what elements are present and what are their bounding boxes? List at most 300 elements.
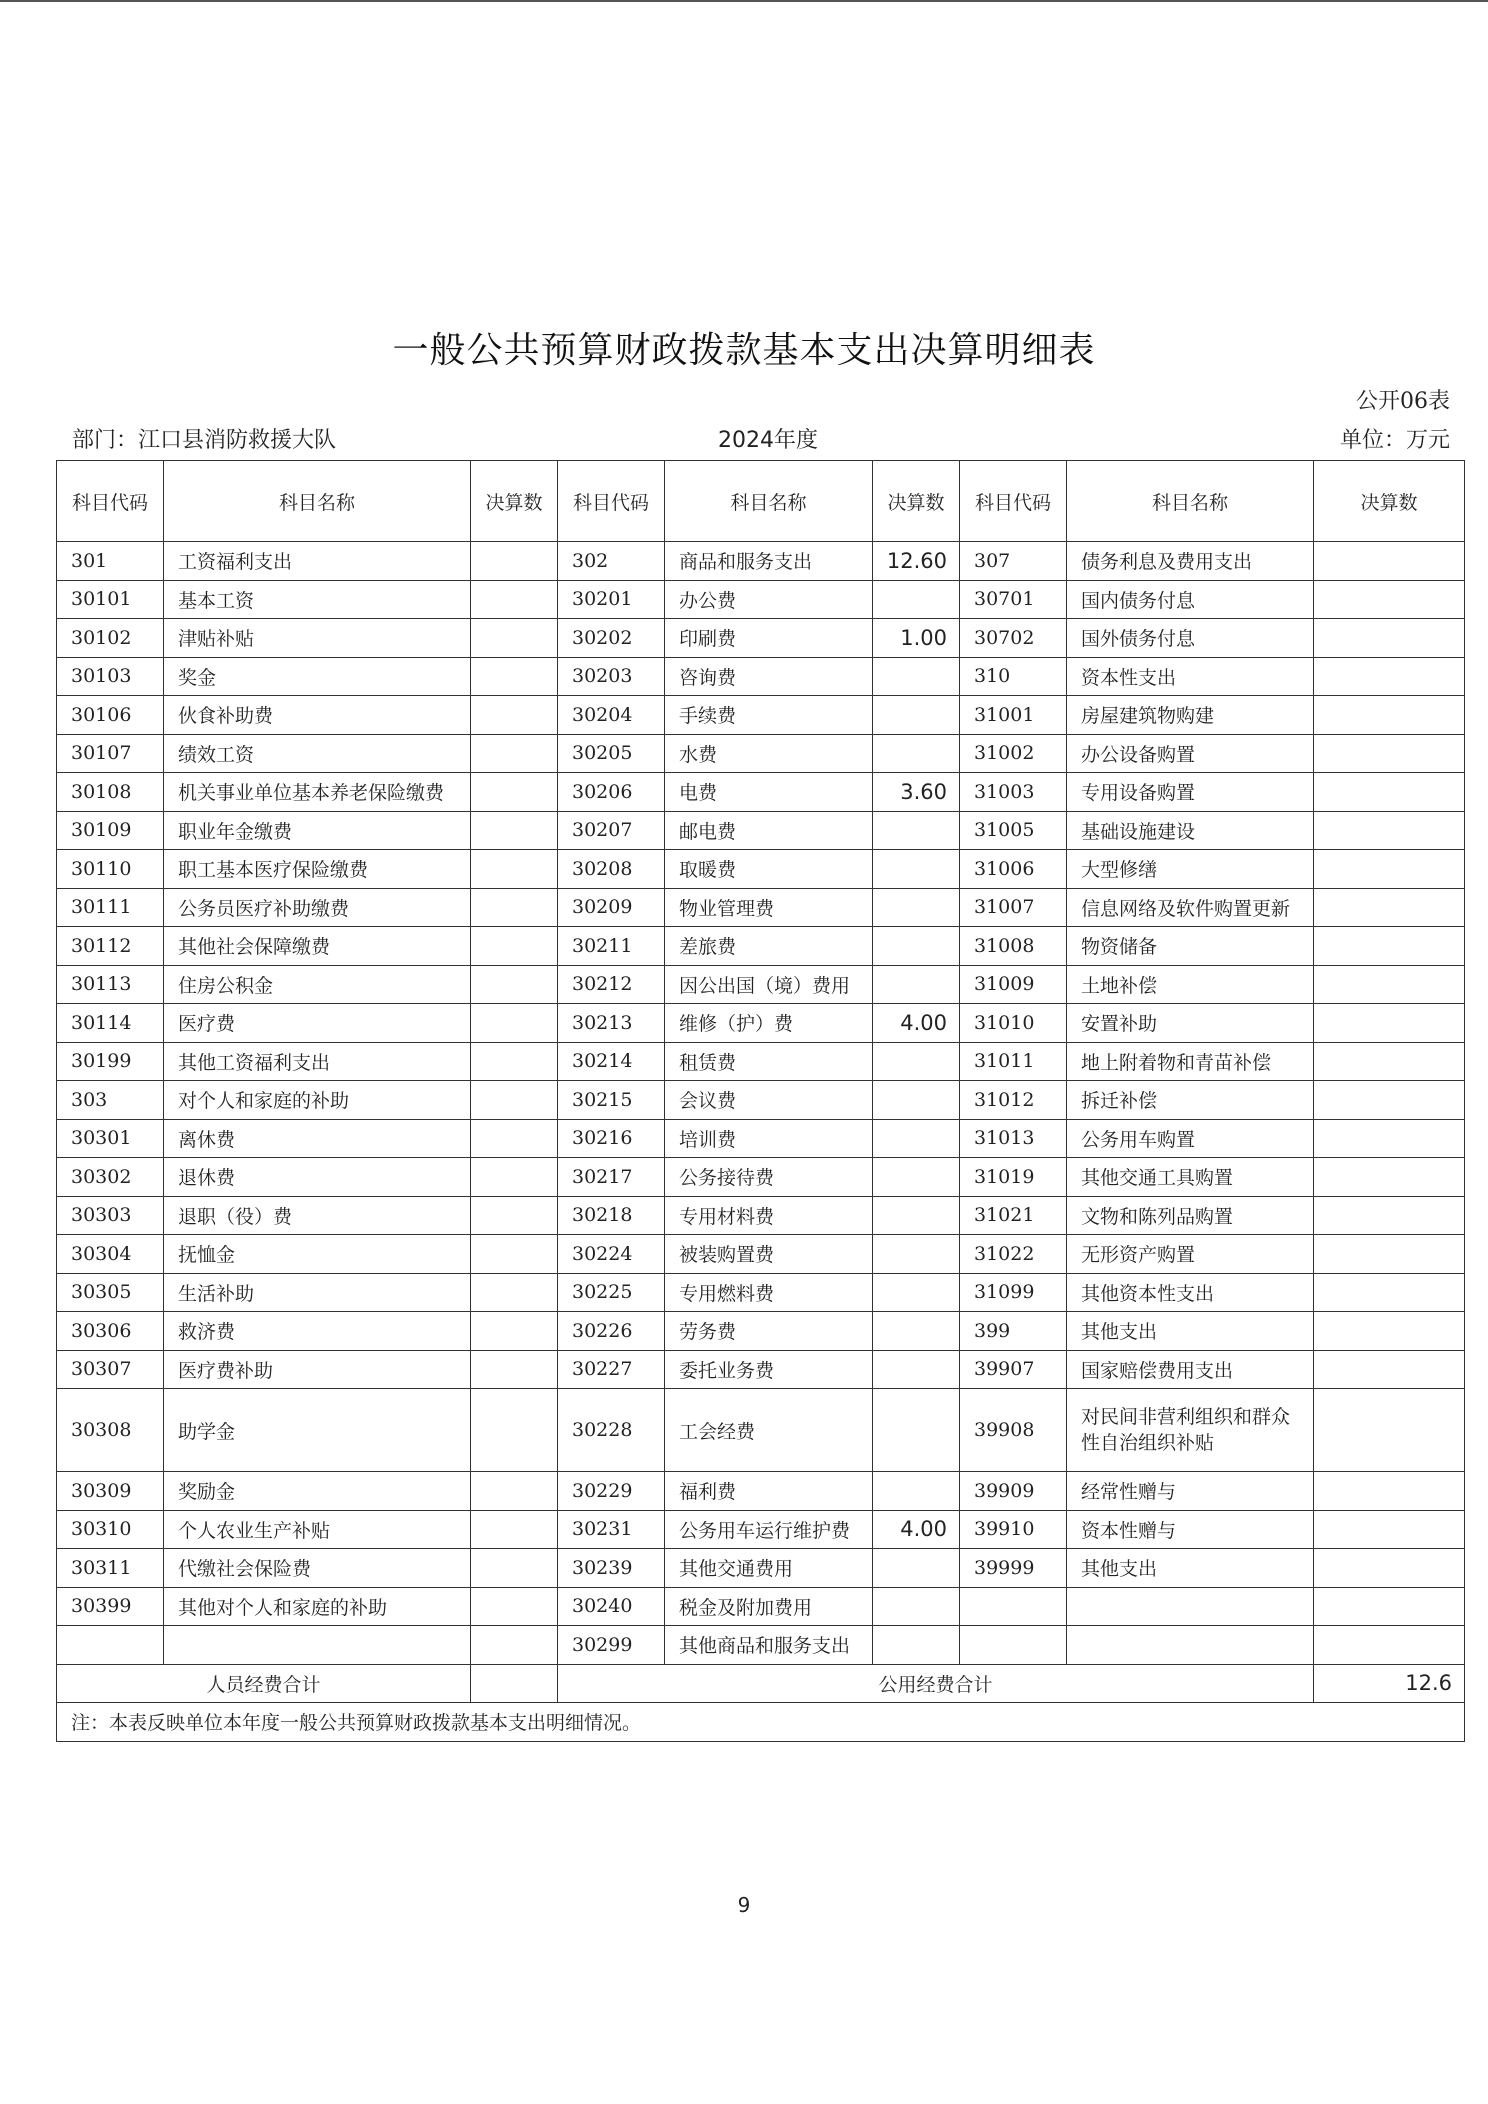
code-cell: 30701 xyxy=(960,580,1067,619)
header-cell: 科目名称 xyxy=(1067,461,1314,542)
amount-cell xyxy=(873,850,960,889)
code-cell: 30303 xyxy=(57,1196,164,1235)
name-cell: 取暖费 xyxy=(665,850,873,889)
code-cell: 30227 xyxy=(558,1350,665,1389)
amount-cell xyxy=(873,1350,960,1389)
name-cell: 房屋建筑物购建 xyxy=(1067,696,1314,735)
name-cell: 信息网络及软件购置更新 xyxy=(1067,888,1314,927)
code-cell: 30214 xyxy=(558,1042,665,1081)
amount-cell xyxy=(1314,580,1465,619)
table-row xyxy=(57,773,1465,812)
table-row xyxy=(57,811,1465,850)
name-cell: 商品和服务支出 xyxy=(665,542,873,581)
code-cell: 31012 xyxy=(960,1081,1067,1120)
amount-cell xyxy=(1314,1389,1465,1472)
table-row xyxy=(57,619,1465,658)
name-cell xyxy=(1067,1626,1314,1665)
amount-cell xyxy=(471,1350,558,1389)
name-cell: 生活补助 xyxy=(164,1273,471,1312)
amount-cell xyxy=(873,1626,960,1665)
header-cell: 科目代码 xyxy=(57,461,164,542)
amount-cell xyxy=(1314,1312,1465,1351)
table-header-row xyxy=(57,461,1465,542)
code-cell: 30208 xyxy=(558,850,665,889)
fiscal-year: 2024年度 xyxy=(718,428,818,453)
amount-cell xyxy=(471,1196,558,1235)
code-cell: 30308 xyxy=(57,1389,164,1472)
code-cell: 30107 xyxy=(57,734,164,773)
table-row xyxy=(57,1119,1465,1158)
name-cell: 其他资本性支出 xyxy=(1067,1273,1314,1312)
amount-cell xyxy=(471,580,558,619)
amount-cell xyxy=(471,927,558,966)
name-cell: 专用燃料费 xyxy=(665,1273,873,1312)
name-cell: 劳务费 xyxy=(665,1312,873,1351)
name-cell: 工资福利支出 xyxy=(164,542,471,581)
name-cell: 医疗费补助 xyxy=(164,1350,471,1389)
header-cell: 科目名称 xyxy=(665,461,873,542)
code-cell: 30226 xyxy=(558,1312,665,1351)
name-cell: 工会经费 xyxy=(665,1389,873,1472)
code-cell: 31006 xyxy=(960,850,1067,889)
amount-cell xyxy=(471,734,558,773)
code-cell: 30306 xyxy=(57,1312,164,1351)
table-row xyxy=(57,1510,1465,1549)
table-row xyxy=(57,1273,1465,1312)
table-row xyxy=(57,580,1465,619)
header-cell: 科目代码 xyxy=(558,461,665,542)
name-cell: 税金及附加费用 xyxy=(665,1587,873,1626)
amount-cell xyxy=(471,1273,558,1312)
code-cell: 30229 xyxy=(558,1472,665,1511)
amount-cell xyxy=(1314,1196,1465,1235)
amount-cell xyxy=(873,734,960,773)
amount-cell xyxy=(1314,773,1465,812)
amount-cell xyxy=(471,1042,558,1081)
department-label: 部门：江口县消防救援大队 xyxy=(72,428,337,453)
code-cell: 30102 xyxy=(57,619,164,658)
code-cell: 30201 xyxy=(558,580,665,619)
code-cell xyxy=(960,1626,1067,1665)
table-row xyxy=(57,965,1465,1004)
amount-cell xyxy=(873,1549,960,1588)
totals-row xyxy=(57,1664,1465,1703)
name-cell: 国家赔偿费用支出 xyxy=(1067,1350,1314,1389)
code-cell: 30108 xyxy=(57,773,164,812)
name-cell: 其他工资福利支出 xyxy=(164,1042,471,1081)
code-cell: 31010 xyxy=(960,1004,1067,1043)
code-cell: 30304 xyxy=(57,1235,164,1274)
amount-cell xyxy=(471,773,558,812)
amount-cell xyxy=(1314,811,1465,850)
page-number: 9 xyxy=(737,1893,751,1917)
amount-cell xyxy=(471,888,558,927)
name-cell: 伙食补助费 xyxy=(164,696,471,735)
amount-cell xyxy=(471,850,558,889)
table-row xyxy=(57,1350,1465,1389)
amount-cell xyxy=(873,811,960,850)
amount-cell xyxy=(471,811,558,850)
amount-cell xyxy=(873,1587,960,1626)
name-cell: 救济费 xyxy=(164,1312,471,1351)
name-cell: 办公费 xyxy=(665,580,873,619)
name-cell xyxy=(1067,1587,1314,1626)
code-cell: 31022 xyxy=(960,1235,1067,1274)
name-cell: 奖励金 xyxy=(164,1472,471,1511)
amount-cell xyxy=(1314,1004,1465,1043)
amount-cell: 3.60 xyxy=(873,773,960,812)
amount-cell xyxy=(471,1510,558,1549)
code-cell: 30311 xyxy=(57,1549,164,1588)
code-cell: 30206 xyxy=(558,773,665,812)
code-cell: 31003 xyxy=(960,773,1067,812)
name-cell: 物资储备 xyxy=(1067,927,1314,966)
name-cell: 其他支出 xyxy=(1067,1549,1314,1588)
code-cell: 30399 xyxy=(57,1587,164,1626)
amount-cell xyxy=(471,1119,558,1158)
header-cell: 决算数 xyxy=(873,461,960,542)
public-total-label: 公用经费合计 xyxy=(558,1664,1314,1703)
table-row xyxy=(57,1549,1465,1588)
table-row xyxy=(57,734,1465,773)
name-cell: 其他交通工具购置 xyxy=(1067,1158,1314,1197)
amount-cell: 1.00 xyxy=(873,619,960,658)
table-row xyxy=(57,850,1465,889)
code-cell: 30231 xyxy=(558,1510,665,1549)
table-row xyxy=(57,696,1465,735)
amount-cell xyxy=(873,888,960,927)
code-cell: 30101 xyxy=(57,580,164,619)
code-cell: 30218 xyxy=(558,1196,665,1235)
code-cell: 30224 xyxy=(558,1235,665,1274)
table-row xyxy=(57,1626,1465,1665)
code-cell: 31008 xyxy=(960,927,1067,966)
amount-cell xyxy=(1314,927,1465,966)
name-cell: 机关事业单位基本养老保险缴费 xyxy=(164,773,471,812)
code-cell: 31019 xyxy=(960,1158,1067,1197)
code-cell: 31005 xyxy=(960,811,1067,850)
code-cell: 301 xyxy=(57,542,164,581)
code-cell: 30113 xyxy=(57,965,164,1004)
code-cell: 30302 xyxy=(57,1158,164,1197)
name-cell: 土地补偿 xyxy=(1067,965,1314,1004)
amount-cell xyxy=(873,1273,960,1312)
name-cell: 公务用车运行维护费 xyxy=(665,1510,873,1549)
name-cell: 债务利息及费用支出 xyxy=(1067,542,1314,581)
name-cell: 会议费 xyxy=(665,1081,873,1120)
code-cell: 31007 xyxy=(960,888,1067,927)
name-cell: 水费 xyxy=(665,734,873,773)
amount-cell xyxy=(471,1004,558,1043)
amount-cell xyxy=(1314,888,1465,927)
name-cell: 专用材料费 xyxy=(665,1196,873,1235)
code-cell: 30215 xyxy=(558,1081,665,1120)
code-cell: 30702 xyxy=(960,619,1067,658)
amount-cell xyxy=(1314,734,1465,773)
code-cell: 31099 xyxy=(960,1273,1067,1312)
amount-cell xyxy=(1314,1472,1465,1511)
table-row xyxy=(57,542,1465,581)
name-cell: 咨询费 xyxy=(665,657,873,696)
amount-cell xyxy=(1314,1549,1465,1588)
name-cell: 电费 xyxy=(665,773,873,812)
code-cell: 30111 xyxy=(57,888,164,927)
amount-cell xyxy=(873,1472,960,1511)
form-number: 公开06表 xyxy=(1356,389,1450,414)
amount-cell xyxy=(471,696,558,735)
name-cell: 住房公积金 xyxy=(164,965,471,1004)
name-cell: 文物和陈列品购置 xyxy=(1067,1196,1314,1235)
code-cell: 30202 xyxy=(558,619,665,658)
table-row xyxy=(57,1196,1465,1235)
code-cell: 39910 xyxy=(960,1510,1067,1549)
name-cell: 助学金 xyxy=(164,1389,471,1472)
code-cell: 30239 xyxy=(558,1549,665,1588)
name-cell: 其他商品和服务支出 xyxy=(665,1626,873,1665)
amount-cell xyxy=(1314,1081,1465,1120)
name-cell: 经常性赠与 xyxy=(1067,1472,1314,1511)
amount-cell xyxy=(1314,1350,1465,1389)
code-cell: 31011 xyxy=(960,1042,1067,1081)
name-cell: 医疗费 xyxy=(164,1004,471,1043)
personnel-total-value xyxy=(471,1664,558,1703)
name-cell: 委托业务费 xyxy=(665,1350,873,1389)
amount-cell xyxy=(471,1158,558,1197)
code-cell: 39999 xyxy=(960,1549,1067,1588)
name-cell: 差旅费 xyxy=(665,927,873,966)
name-cell: 公务员医疗补助缴费 xyxy=(164,888,471,927)
amount-cell xyxy=(873,1389,960,1472)
amount-cell xyxy=(1314,542,1465,581)
code-cell: 30217 xyxy=(558,1158,665,1197)
name-cell: 其他社会保障缴费 xyxy=(164,927,471,966)
header-cell: 科目代码 xyxy=(960,461,1067,542)
amount-cell xyxy=(471,1235,558,1274)
amount-cell xyxy=(1314,1042,1465,1081)
name-cell: 安置补助 xyxy=(1067,1004,1314,1043)
code-cell: 30110 xyxy=(57,850,164,889)
code-cell: 30204 xyxy=(558,696,665,735)
name-cell: 国内债务付息 xyxy=(1067,580,1314,619)
amount-cell xyxy=(1314,850,1465,889)
code-cell: 30114 xyxy=(57,1004,164,1043)
name-cell: 维修（护）费 xyxy=(665,1004,873,1043)
code-cell: 30307 xyxy=(57,1350,164,1389)
code-cell: 30109 xyxy=(57,811,164,850)
code-cell: 30207 xyxy=(558,811,665,850)
amount-cell xyxy=(471,1472,558,1511)
amount-cell xyxy=(471,1389,558,1472)
name-cell: 因公出国（境）费用 xyxy=(665,965,873,1004)
amount-cell: 12.60 xyxy=(873,542,960,581)
amount-cell xyxy=(471,965,558,1004)
name-cell: 其他交通费用 xyxy=(665,1549,873,1588)
public-total-value: 12.6 xyxy=(1314,1664,1465,1703)
table-row xyxy=(57,1042,1465,1081)
code-cell: 30103 xyxy=(57,657,164,696)
name-cell: 被装购置费 xyxy=(665,1235,873,1274)
amount-cell xyxy=(1314,1235,1465,1274)
amount-cell xyxy=(471,1587,558,1626)
amount-cell xyxy=(1314,1158,1465,1197)
code-cell: 303 xyxy=(57,1081,164,1120)
amount-cell xyxy=(873,1196,960,1235)
amount-cell xyxy=(873,1158,960,1197)
name-cell: 办公设备购置 xyxy=(1067,734,1314,773)
code-cell: 30225 xyxy=(558,1273,665,1312)
code-cell: 30310 xyxy=(57,1510,164,1549)
code-cell: 30212 xyxy=(558,965,665,1004)
name-cell: 公务接待费 xyxy=(665,1158,873,1197)
code-cell: 39909 xyxy=(960,1472,1067,1511)
amount-cell xyxy=(873,1312,960,1351)
amount-cell xyxy=(1314,619,1465,658)
header-cell: 决算数 xyxy=(1314,461,1465,542)
name-cell: 离休费 xyxy=(164,1119,471,1158)
code-cell: 39908 xyxy=(960,1389,1067,1472)
table-note: 注：本表反映单位本年度一般公共预算财政拨款基本支出明细情况。 xyxy=(57,1703,1465,1742)
amount-cell xyxy=(1314,696,1465,735)
personnel-total-label: 人员经费合计 xyxy=(57,1664,471,1703)
name-cell: 无形资产购置 xyxy=(1067,1235,1314,1274)
page-title: 一般公共预算财政拨款基本支出决算明细表 xyxy=(392,330,1096,371)
table-row xyxy=(57,1081,1465,1120)
name-cell: 退职（役）费 xyxy=(164,1196,471,1235)
table-row xyxy=(57,1004,1465,1043)
code-cell xyxy=(960,1587,1067,1626)
name-cell: 代缴社会保险费 xyxy=(164,1549,471,1588)
name-cell: 津贴补贴 xyxy=(164,619,471,658)
name-cell: 对民间非营利组织和群众性自治组织补贴 xyxy=(1067,1389,1314,1472)
name-cell: 职工基本医疗保险缴费 xyxy=(164,850,471,889)
code-cell: 30213 xyxy=(558,1004,665,1043)
name-cell: 抚恤金 xyxy=(164,1235,471,1274)
amount-cell xyxy=(1314,1510,1465,1549)
table-body xyxy=(57,461,1465,1665)
code-cell: 310 xyxy=(960,657,1067,696)
amount-cell xyxy=(873,1042,960,1081)
code-cell: 30301 xyxy=(57,1119,164,1158)
code-cell: 30209 xyxy=(558,888,665,927)
name-cell: 专用设备购置 xyxy=(1067,773,1314,812)
name-cell: 拆迁补偿 xyxy=(1067,1081,1314,1120)
code-cell: 30309 xyxy=(57,1472,164,1511)
table-row xyxy=(57,1389,1465,1472)
name-cell: 基础设施建设 xyxy=(1067,811,1314,850)
amount-cell xyxy=(1314,965,1465,1004)
code-cell xyxy=(57,1626,164,1665)
code-cell: 31021 xyxy=(960,1196,1067,1235)
table-row xyxy=(57,888,1465,927)
name-cell: 租赁费 xyxy=(665,1042,873,1081)
name-cell: 公务用车购置 xyxy=(1067,1119,1314,1158)
amount-cell: 4.00 xyxy=(873,1510,960,1549)
name-cell: 基本工资 xyxy=(164,580,471,619)
amount-cell xyxy=(471,619,558,658)
code-cell: 31001 xyxy=(960,696,1067,735)
code-cell: 30203 xyxy=(558,657,665,696)
name-cell: 福利费 xyxy=(665,1472,873,1511)
name-cell: 大型修缮 xyxy=(1067,850,1314,889)
amount-cell: 4.00 xyxy=(873,1004,960,1043)
name-cell: 地上附着物和青苗补偿 xyxy=(1067,1042,1314,1081)
code-cell: 30240 xyxy=(558,1587,665,1626)
code-cell: 30228 xyxy=(558,1389,665,1472)
amount-cell xyxy=(471,1312,558,1351)
table-row xyxy=(57,657,1465,696)
amount-cell xyxy=(873,1119,960,1158)
name-cell: 其他支出 xyxy=(1067,1312,1314,1351)
name-cell: 退休费 xyxy=(164,1158,471,1197)
amount-cell xyxy=(873,1081,960,1120)
name-cell: 其他对个人和家庭的补助 xyxy=(164,1587,471,1626)
amount-cell xyxy=(873,696,960,735)
amount-cell xyxy=(471,1081,558,1120)
code-cell: 39907 xyxy=(960,1350,1067,1389)
amount-cell xyxy=(471,657,558,696)
name-cell: 奖金 xyxy=(164,657,471,696)
amount-cell xyxy=(873,1235,960,1274)
code-cell: 30216 xyxy=(558,1119,665,1158)
amount-cell xyxy=(873,965,960,1004)
code-cell: 30299 xyxy=(558,1626,665,1665)
name-cell: 手续费 xyxy=(665,696,873,735)
expenditure-table xyxy=(56,460,1465,1742)
name-cell: 国外债务付息 xyxy=(1067,619,1314,658)
code-cell: 31009 xyxy=(960,965,1067,1004)
code-cell: 30199 xyxy=(57,1042,164,1081)
name-cell: 培训费 xyxy=(665,1119,873,1158)
name-cell: 资本性支出 xyxy=(1067,657,1314,696)
name-cell: 绩效工资 xyxy=(164,734,471,773)
header-cell: 科目名称 xyxy=(164,461,471,542)
name-cell xyxy=(164,1626,471,1665)
amount-cell xyxy=(1314,1587,1465,1626)
code-cell: 31002 xyxy=(960,734,1067,773)
amount-cell xyxy=(1314,1119,1465,1158)
code-cell: 307 xyxy=(960,542,1067,581)
code-cell: 30112 xyxy=(57,927,164,966)
amount-cell xyxy=(873,580,960,619)
table-row xyxy=(57,1587,1465,1626)
note-row xyxy=(57,1703,1465,1742)
name-cell: 邮电费 xyxy=(665,811,873,850)
table-row xyxy=(57,1158,1465,1197)
name-cell: 印刷费 xyxy=(665,619,873,658)
amount-cell xyxy=(471,542,558,581)
amount-cell xyxy=(471,1626,558,1665)
top-border-line xyxy=(0,0,1488,2)
amount-cell xyxy=(1314,657,1465,696)
table-row xyxy=(57,1472,1465,1511)
amount-cell xyxy=(1314,1273,1465,1312)
code-cell: 30305 xyxy=(57,1273,164,1312)
table-row xyxy=(57,927,1465,966)
name-cell: 对个人和家庭的补助 xyxy=(164,1081,471,1120)
code-cell: 302 xyxy=(558,542,665,581)
name-cell: 个人农业生产补贴 xyxy=(164,1510,471,1549)
table-row xyxy=(57,1312,1465,1351)
amount-cell xyxy=(471,1549,558,1588)
name-cell: 资本性赠与 xyxy=(1067,1510,1314,1549)
name-cell: 职业年金缴费 xyxy=(164,811,471,850)
code-cell: 30211 xyxy=(558,927,665,966)
amount-cell xyxy=(873,927,960,966)
code-cell: 31013 xyxy=(960,1119,1067,1158)
amount-cell xyxy=(1314,1626,1465,1665)
code-cell: 30205 xyxy=(558,734,665,773)
code-cell: 30106 xyxy=(57,696,164,735)
